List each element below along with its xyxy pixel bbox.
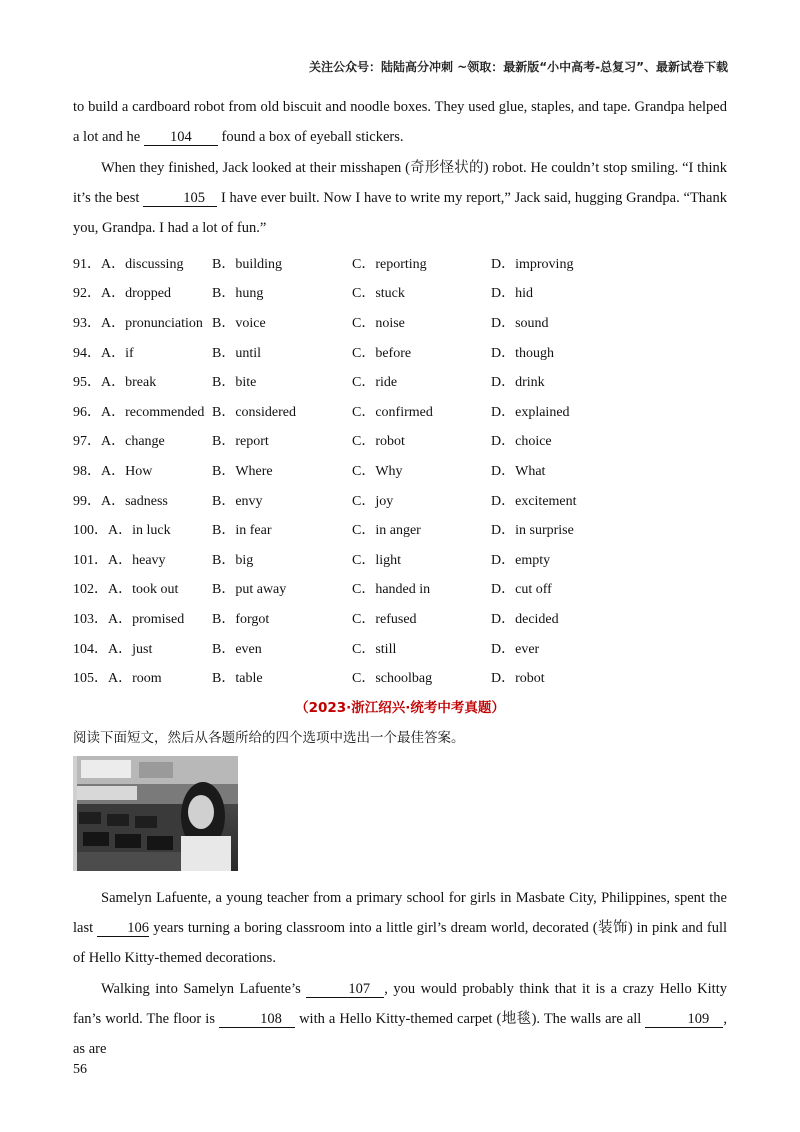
option-d: D．decided: [491, 611, 559, 627]
option-d: D．What: [491, 463, 546, 479]
text-segment: When they finished, Jack looked at their misshapen (奇形怪状的) robot. He couldn’t stop smiling. “I think it’s the best: [73, 160, 727, 206]
option-a: A．promised: [108, 611, 185, 627]
option-b: B．bite: [212, 375, 257, 391]
question-number: 101．: [73, 552, 108, 568]
question-options: [73, 248, 733, 692]
option-b: B．until: [212, 345, 262, 361]
option-a: A．room: [108, 671, 162, 687]
page-number: 56: [73, 1062, 87, 1077]
classroom-photo-image: [73, 756, 238, 871]
option-d: D．sound: [491, 315, 549, 331]
option-d: D．hid: [491, 286, 533, 302]
option-b: B．envy: [212, 493, 263, 509]
option-a: A．sadness: [101, 493, 168, 509]
question-row: [73, 662, 733, 692]
option-c: C．handed in: [352, 582, 431, 598]
option-c: C．light: [352, 552, 402, 568]
option-d: D．choice: [491, 434, 552, 450]
option-c: C．in anger: [352, 523, 421, 539]
question-row: [73, 307, 733, 337]
question-number: 93．: [73, 315, 101, 331]
option-b: B．in fear: [212, 523, 272, 539]
option-b: B．considered: [212, 404, 296, 420]
text-segment: with a Hello Kitty-themed carpet (地毯). The walls are all: [295, 1011, 646, 1027]
text-segment: Walking into Samelyn Lafuente’s: [101, 981, 307, 997]
question-number: 91．: [73, 256, 101, 272]
question-row: [73, 455, 733, 485]
question-number: 95．: [73, 375, 101, 391]
option-b: B．report: [212, 434, 269, 450]
text-segment: , as are: [73, 1011, 727, 1057]
option-d: D．improving: [491, 256, 574, 272]
classroom-photo: [73, 756, 238, 871]
option-a: A．took out: [108, 582, 179, 598]
option-c: C．reporting: [352, 256, 427, 272]
option-a: A．in luck: [108, 523, 171, 539]
blank-106: 106: [97, 920, 149, 937]
question-number: 92．: [73, 286, 101, 302]
option-b: B．building: [212, 256, 283, 272]
option-d: D．explained: [491, 404, 570, 420]
option-b: B．Where: [212, 463, 273, 479]
question-row: [73, 633, 733, 663]
blank-104: 104: [144, 129, 218, 146]
option-c: C．ride: [352, 375, 398, 391]
option-c: C．noise: [352, 315, 405, 331]
text-segment: to build a cardboard robot from old biscuit and noodle boxes. They used glue, staples, and tape. Grandpa helped a lot and he: [73, 99, 727, 145]
option-b: B．put away: [212, 582, 287, 598]
option-c: C．Why: [352, 463, 403, 479]
question-lead: [73, 430, 212, 450]
instruction-text: 阅读下面短文，然后从各题所给的四个选项中选出一个最佳答案。: [73, 730, 465, 746]
option-a: A．just: [108, 641, 153, 657]
passage1-paragraph2: [73, 153, 727, 243]
text-segment: Samelyn Lafuente, a young teacher from a primary school for girls in Masbate City, Philippines, spent the last: [73, 890, 727, 936]
question-row: [73, 544, 733, 574]
question-number: 102．: [73, 582, 108, 598]
question-number: 104．: [73, 641, 108, 657]
blank-108: 108: [219, 1011, 295, 1028]
option-c: C．joy: [352, 493, 394, 509]
question-number: 99．: [73, 493, 101, 509]
question-lead: [73, 549, 212, 569]
question-row: [73, 574, 733, 604]
question-lead: [73, 490, 212, 510]
question-lead: [73, 282, 212, 302]
question-lead: [73, 371, 212, 391]
option-a: A．recommended: [101, 404, 205, 420]
question-row: [73, 278, 733, 308]
option-d: D．robot: [491, 671, 545, 687]
question-lead: [73, 253, 212, 273]
option-c: C．refused: [352, 611, 417, 627]
question-lead: [73, 312, 212, 332]
question-row: [73, 485, 733, 515]
option-b: B．even: [212, 641, 262, 657]
question-lead: [73, 608, 212, 628]
option-c: C．before: [352, 345, 412, 361]
question-lead: [73, 667, 212, 687]
option-c: C．robot: [352, 434, 405, 450]
question-row: [73, 396, 733, 426]
option-b: B．big: [212, 552, 254, 568]
question-lead: [73, 578, 212, 598]
option-b: B．forgot: [212, 611, 270, 627]
question-row: [73, 603, 733, 633]
option-d: D．excitement: [491, 493, 577, 509]
option-d: D．in surprise: [491, 523, 574, 539]
option-a: A．if: [101, 345, 134, 361]
question-number: 96．: [73, 404, 101, 420]
option-a: A．change: [101, 434, 165, 450]
passage2-paragraph2: [73, 974, 727, 1064]
page-header: 关注公众号：陆陆高分冲刺 ~领取：最新版“小中高考-总复习”、最新试卷下载: [309, 60, 728, 74]
option-a: A．pronunciation: [101, 315, 203, 331]
question-row: [73, 514, 733, 544]
option-c: C．confirmed: [352, 404, 433, 420]
blank-109: 109: [645, 1011, 723, 1028]
option-c: C．still: [352, 641, 397, 657]
question-lead: [73, 342, 212, 362]
option-c: C．stuck: [352, 286, 405, 302]
question-number: 103．: [73, 611, 108, 627]
source-citation: （2023·浙江绍兴·统考中考真题）: [295, 700, 505, 716]
question-row: [73, 248, 733, 278]
question-number: 105．: [73, 671, 108, 687]
passage2-paragraph1: [73, 883, 727, 973]
text-segment: years turning a boring classroom into a little girl’s dream world, decorated (装饰) in pink and full of Hello Kitty-themed decorations.: [73, 920, 727, 966]
text-segment: , you would probably think that it is a crazy Hello Kitty fan’s world. The floor is: [73, 981, 727, 1027]
passage1-paragraph1: [73, 92, 727, 152]
option-d: D．cut off: [491, 582, 552, 598]
question-number: 94．: [73, 345, 101, 361]
option-d: D．drink: [491, 375, 545, 391]
question-number: 98．: [73, 463, 101, 479]
option-b: B．hung: [212, 286, 264, 302]
option-a: A．How: [101, 463, 153, 479]
option-d: D．though: [491, 345, 554, 361]
question-number: 97．: [73, 434, 101, 450]
question-row: [73, 426, 733, 456]
blank-105: 105: [143, 190, 217, 207]
option-d: D．empty: [491, 552, 551, 568]
option-c: C．schoolbag: [352, 671, 433, 687]
question-row: [73, 366, 733, 396]
option-a: A．heavy: [108, 552, 166, 568]
option-d: D．ever: [491, 641, 540, 657]
blank-107: 107: [306, 981, 384, 998]
option-a: A．break: [101, 375, 157, 391]
question-lead: [73, 401, 212, 421]
text-segment: I have ever built. Now I have to write my report,” Jack said, hugging Grandpa. “Thank you, Grandpa. I had a lot of fun.”: [73, 190, 727, 236]
text-segment: found a box of eyeball stickers.: [217, 129, 404, 145]
question-row: [73, 337, 733, 367]
question-lead: [73, 638, 212, 658]
question-lead: [73, 519, 212, 539]
option-b: B．table: [212, 671, 263, 687]
question-number: 100．: [73, 523, 108, 539]
option-b: B．voice: [212, 315, 266, 331]
question-lead: [73, 460, 212, 480]
option-a: A．dropped: [101, 286, 171, 302]
option-a: A．discussing: [101, 256, 184, 272]
